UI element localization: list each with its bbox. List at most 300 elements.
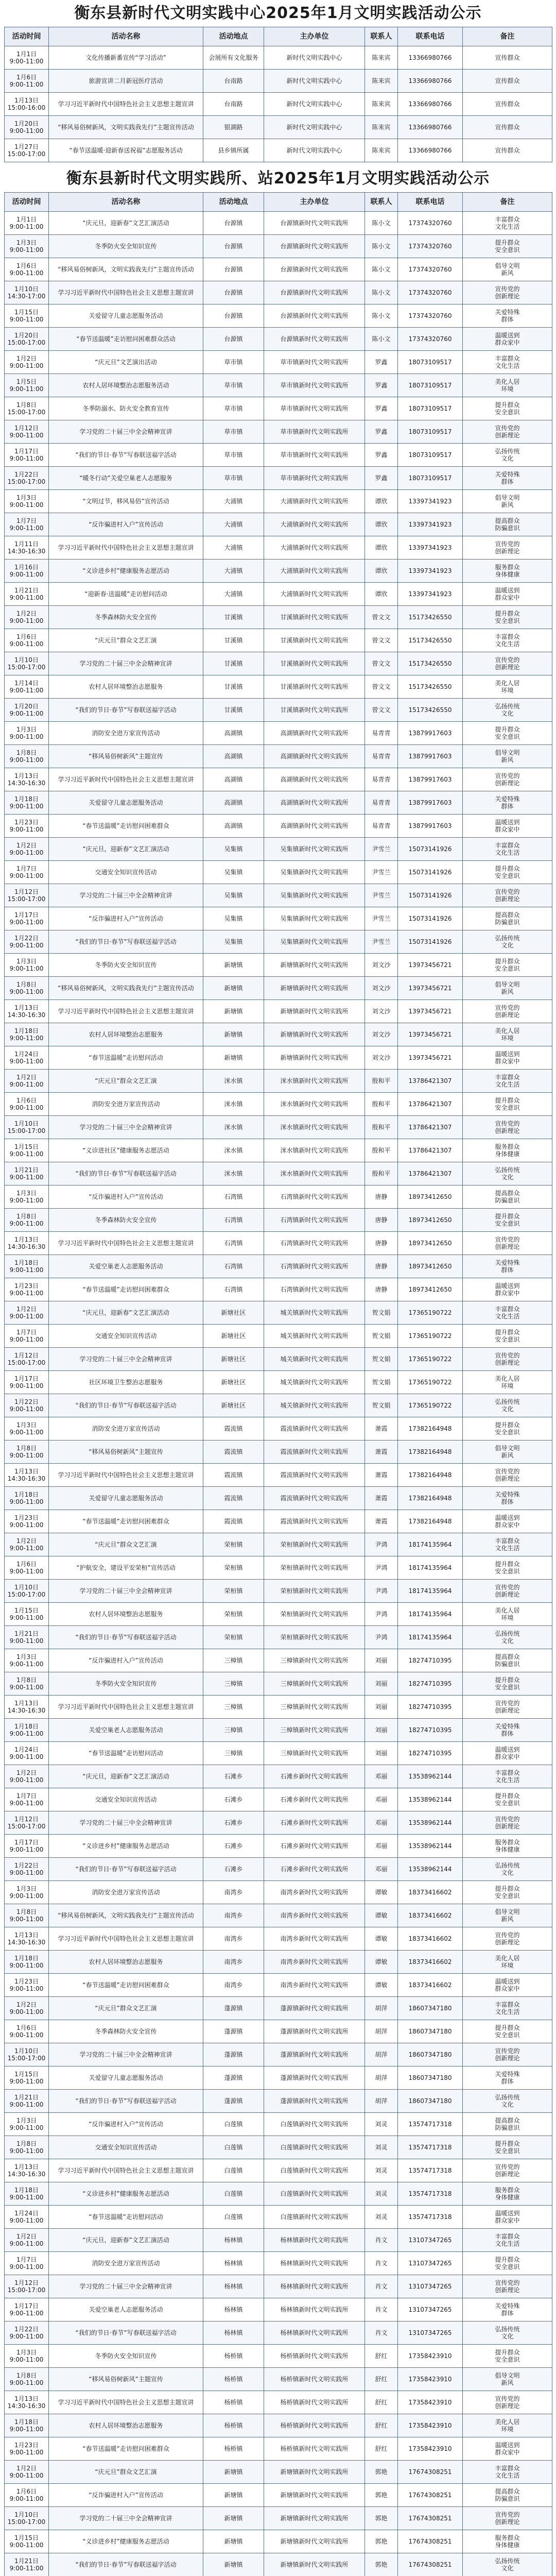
cell-time: 1月8日 9:00-11:00 [5, 1672, 49, 1696]
cell-contact-person: 尹雪兰 [365, 884, 398, 907]
cell-place: 大浦镇 [203, 490, 264, 513]
cell-organizer: 新塘镇新时代文明实践所 [264, 2553, 365, 2576]
cell-place: 新塘镇 [203, 2484, 264, 2507]
table-row [5, 2507, 552, 2530]
cell-place: 杨桥镇 [203, 2345, 264, 2368]
cell-contact-person: 陈来宾 [365, 139, 398, 162]
cell-note: 温暖送到 群众家中 [463, 1974, 552, 1997]
table-row [5, 1209, 552, 1232]
cell-time: 1月3日 9:00-11:00 [5, 2345, 49, 2368]
cell-phone: 17382164948 [398, 1417, 463, 1440]
cell-organizer: 荣桓镇新时代文明实践所 [264, 1603, 365, 1626]
cell-note: 提高群众 防骗意识 [463, 1649, 552, 1672]
cell-place: 大浦镇 [203, 560, 264, 583]
cell-place: 石湾镇 [203, 1209, 264, 1232]
cell-phone: 18073109517 [398, 397, 463, 420]
cell-activity-name: 冬季防火安全知识宣传 [49, 235, 203, 258]
cell-organizer: 蓬源镇新时代文明实践所 [264, 1997, 365, 2020]
cell-time: 1月2日 9:00-11:00 [5, 606, 49, 629]
cell-contact-person: 郭艳 [365, 2484, 398, 2507]
cell-phone: 18973412650 [398, 1209, 463, 1232]
cell-time: 1月3日 9:00-11:00 [5, 1649, 49, 1672]
cell-organizer: 大浦镇新时代文明实践所 [264, 560, 365, 583]
table-row [5, 490, 552, 513]
cell-phone: 18373416602 [398, 1974, 463, 1997]
cell-contact-person: 肖文 [365, 2252, 398, 2275]
cell-phone: 17365190722 [398, 1325, 463, 1348]
table-row [5, 1765, 552, 1788]
cell-time: 1月23日 9:00-11:00 [5, 1278, 49, 1301]
cell-time: 1月3日 9:00-11:00 [5, 235, 49, 258]
header-name: 活动名称 [49, 27, 203, 46]
cell-organizer: 石滩乡新时代文明实践所 [264, 1811, 365, 1835]
cell-organizer: 新时代文明实践中心 [264, 93, 365, 116]
table-row [5, 2229, 552, 2252]
cell-organizer: 高湖镇新时代文明实践所 [264, 815, 365, 838]
cell-activity-name: “庆元旦，迎新春”文艺汇演活动 [49, 2229, 203, 2252]
cell-phone: 18274710395 [398, 1719, 463, 1742]
cell-contact-person: 尹鸿 [365, 1556, 398, 1580]
cell-phone: 18607347180 [398, 2066, 463, 2090]
cell-place: 霞流镇 [203, 1464, 264, 1487]
cell-note: 提升群众 安全意识 [463, 397, 552, 420]
cell-place: 新塘镇 [203, 2530, 264, 2553]
cell-place: 石滩乡 [203, 1835, 264, 1858]
cell-phone: 17365190722 [398, 1348, 463, 1371]
cell-organizer: 霞流镇新时代文明实践所 [264, 1487, 365, 1510]
cell-activity-name: 交通安全知识宣传活动 [49, 861, 203, 884]
cell-note: 关爱特殊 群体 [463, 1255, 552, 1278]
cell-organizer: 白莲镇新时代文明实践所 [264, 2113, 365, 2136]
cell-phone: 13879917603 [398, 791, 463, 815]
cell-place: 大浦镇 [203, 513, 264, 536]
cell-place: 新塘镇 [203, 954, 264, 977]
table-row [5, 1046, 552, 1070]
cell-activity-name: 学习习近平新时代中国特色社会主义思想主题宣讲 [49, 1696, 203, 1719]
cell-organizer: 台源镇新时代文明实践所 [264, 304, 365, 328]
cell-note: 提升群众 安全意识 [463, 1672, 552, 1696]
cell-time: 1月17日 9:00-11:00 [5, 2298, 49, 2321]
cell-contact-person: 胡萍 [365, 2066, 398, 2090]
table-row [5, 861, 552, 884]
cell-organizer: 荣桓镇新时代文明实践所 [264, 1556, 365, 1580]
cell-organizer: 洣水镇新时代文明实践所 [264, 1093, 365, 1116]
cell-note: 宣传党的 创新理论 [463, 768, 552, 791]
cell-phone: 15173426550 [398, 675, 463, 699]
cell-place: 台南路 [203, 93, 264, 116]
cell-note: 宣传党的 创新理论 [463, 1811, 552, 1835]
cell-activity-name: “庆元旦”群众文艺汇演 [49, 629, 203, 652]
table-row [5, 1139, 552, 1162]
cell-time: 1月13日 14:30-16:30 [5, 1927, 49, 1951]
cell-activity-name: “反诈骗进村入户”宣传活动 [49, 1649, 203, 1672]
cell-phone: 18073109517 [398, 420, 463, 444]
cell-place: 新塘社区 [203, 1348, 264, 1371]
cell-note: 温暖送到 群众家中 [463, 328, 552, 351]
cell-place: 三樟镇 [203, 1672, 264, 1696]
table-row [5, 1093, 552, 1116]
cell-contact-person: 谭欣 [365, 536, 398, 560]
cell-note: 关爱特殊 群体 [463, 791, 552, 815]
cell-phone: 18274710395 [398, 1696, 463, 1719]
cell-time: 1月23日 9:00-11:00 [5, 815, 49, 838]
cell-note: 提高群众 防骗意识 [463, 1185, 552, 1209]
cell-note: 弘扬传统 文化 [463, 1162, 552, 1185]
header-person: 联系人 [365, 27, 398, 46]
table-header-row [5, 27, 552, 46]
cell-contact-person: 谭欣 [365, 583, 398, 606]
table-row [5, 2206, 552, 2229]
cell-phone: 18174135964 [398, 1533, 463, 1556]
cell-organizer: 杨桥镇新时代文明实践所 [264, 2368, 365, 2391]
cell-phone: 17358423910 [398, 2414, 463, 2437]
cell-time: 1月2日 9:00-11:00 [5, 1533, 49, 1556]
cell-organizer: 甘溪镇新时代文明实践所 [264, 675, 365, 699]
cell-contact-person: 刘灵 [365, 2182, 398, 2206]
cell-note: 关爱特殊 群体 [463, 1719, 552, 1742]
cell-phone: 13973456721 [398, 954, 463, 977]
table-row [5, 2484, 552, 2507]
cell-note: 关爱特殊 群体 [463, 2298, 552, 2321]
cell-organizer: 洣水镇新时代文明实践所 [264, 1162, 365, 1185]
cell-organizer: 霞流镇新时代文明实践所 [264, 1510, 365, 1533]
header-place: 活动地点 [203, 27, 264, 46]
cell-contact-person: 曾文文 [365, 699, 398, 722]
cell-phone: 17382164948 [398, 1464, 463, 1487]
section-stations [4, 165, 552, 2576]
cell-organizer: 霞流镇新时代文明实践所 [264, 1417, 365, 1440]
cell-time: 1月18日 9:00-11:00 [5, 2182, 49, 2206]
cell-place: 新塘镇 [203, 1023, 264, 1046]
cell-organizer: 新塘镇新时代文明实践所 [264, 954, 365, 977]
cell-organizer: 杨桥镇新时代文明实践所 [264, 2345, 365, 2368]
cell-time: 1月5日 9:00-11:00 [5, 374, 49, 397]
cell-place: 蓬源镇 [203, 2020, 264, 2043]
cell-activity-name: “我们的节日·春节”写春联送福字活动 [49, 1162, 203, 1185]
table-row [5, 583, 552, 606]
cell-contact-person: 刘丽 [365, 1719, 398, 1742]
cell-phone: 15073141926 [398, 930, 463, 954]
cell-contact-person: 舒红 [365, 2391, 398, 2414]
cell-organizer: 石湾镇新时代文明实践所 [264, 1278, 365, 1301]
cell-time: 1月18日 9:00-11:00 [5, 2414, 49, 2437]
cell-contact-person: 尹雪兰 [365, 861, 398, 884]
cell-place: 大浦镇 [203, 536, 264, 560]
cell-organizer: 新时代文明实践中心 [264, 46, 365, 70]
cell-phone: 13107347265 [398, 2321, 463, 2345]
cell-time: 1月8日 9:00-11:00 [5, 2368, 49, 2391]
section-title: 衡东县新时代文明实践所、站2025年1月文明实践活动公示 [66, 170, 490, 188]
cell-note: 提升群众 安全意识 [463, 861, 552, 884]
cell-activity-name: 学习党的二十届三中全会精神宣讲 [49, 2275, 203, 2298]
cell-time: 1月10日 15:00-17:00 [5, 2043, 49, 2066]
cell-contact-person: 陈来宾 [365, 93, 398, 116]
cell-note: 服务群众 身体健康 [463, 1835, 552, 1858]
cell-phone: 13366980766 [398, 116, 463, 139]
cell-time: 1月13日 14:30-16:30 [5, 2391, 49, 2414]
cell-organizer: 草市镇新时代文明实践所 [264, 397, 365, 420]
table-row [5, 1835, 552, 1858]
cell-contact-person: 罗鑫 [365, 420, 398, 444]
cell-organizer: 石滩乡新时代文明实践所 [264, 1835, 365, 1858]
cell-place: 高湖镇 [203, 722, 264, 745]
cell-time: 1月8日 9:00-11:00 [5, 2136, 49, 2159]
cell-note: 弘扬传统 文化 [463, 444, 552, 467]
cell-phone: 18607347180 [398, 1997, 463, 2020]
cell-phone: 18973412650 [398, 1278, 463, 1301]
cell-place: 台源镇 [203, 328, 264, 351]
cell-activity-name: “春节送温暖·迎新春送祝福”志愿服务活动 [49, 139, 203, 162]
cell-place: 新塘镇 [203, 977, 264, 1000]
cell-time: 1月17日 9:00-11:00 [5, 1835, 49, 1858]
cell-phone: 18373416602 [398, 1951, 463, 1974]
cell-time: 1月15日 9:00-11:00 [5, 2530, 49, 2553]
cell-organizer: 石湾镇新时代文明实践所 [264, 1255, 365, 1278]
cell-organizer: 新塘镇新时代文明实践所 [264, 2484, 365, 2507]
cell-organizer: 石滩乡新时代文明实践所 [264, 1858, 365, 1881]
cell-organizer: 草市镇新时代文明实践所 [264, 351, 365, 374]
cell-place: 杨桥镇 [203, 2414, 264, 2437]
cell-phone: 13574717318 [398, 2136, 463, 2159]
cell-activity-name: 学习党的二十届三中全会精神宣讲 [49, 1811, 203, 1835]
cell-organizer: 新塘镇新时代文明实践所 [264, 2530, 365, 2553]
cell-activity-name: “移风易俗树新风”主题宣传 [49, 1440, 203, 1464]
cell-organizer: 白莲镇新时代文明实践所 [264, 2136, 365, 2159]
cell-contact-person: 萧霞 [365, 1487, 398, 1510]
cell-activity-name: “反诈骗进村入户”宣传活动 [49, 2484, 203, 2507]
cell-note: 关爱特殊 群体 [463, 304, 552, 328]
cell-place: 蓬源镇 [203, 2090, 264, 2113]
cell-organizer: 蓬源镇新时代文明实践所 [264, 2020, 365, 2043]
cell-time: 1月22日 15:00-17:00 [5, 467, 49, 490]
cell-activity-name: 学习党的二十届三中全会精神宣讲 [49, 420, 203, 444]
cell-note: 宣传群众 [463, 46, 552, 70]
cell-activity-name: 社区环境卫生整治志愿服务 [49, 1371, 203, 1394]
cell-contact-person: 唐静 [365, 1209, 398, 1232]
cell-note: 丰富群众 文化生活 [463, 838, 552, 861]
table-row [5, 70, 552, 93]
cell-organizer: 白莲镇新时代文明实践所 [264, 2182, 365, 2206]
cell-place: 吴集镇 [203, 884, 264, 907]
cell-place: 台源镇 [203, 235, 264, 258]
cell-activity-name: 学习习近平新时代中国特色社会主义思想主题宣讲 [49, 93, 203, 116]
table-row [5, 2391, 552, 2414]
table-row [5, 467, 552, 490]
cell-time: 1月21日 9:00-11:00 [5, 1626, 49, 1649]
cell-organizer: 三樟镇新时代文明实践所 [264, 1696, 365, 1719]
cell-note: 提升群众 安全意识 [463, 1209, 552, 1232]
table-row [5, 1881, 552, 1904]
table-row [5, 139, 552, 162]
cell-note: 倡导文明 新风 [463, 1440, 552, 1464]
table-row [5, 46, 552, 70]
cell-phone: 13879917603 [398, 722, 463, 745]
cell-place: 石滩乡 [203, 1765, 264, 1788]
cell-place: 甘溪镇 [203, 652, 264, 675]
cell-activity-name: “庆元旦，迎新春”文艺汇演活动 [49, 212, 203, 235]
header-name: 活动名称 [49, 193, 203, 212]
cell-phone: 13574717318 [398, 2206, 463, 2229]
cell-activity-name: “我们的节日·春节”写春联送福字活动 [49, 2090, 203, 2113]
cell-organizer: 台源镇新时代文明实践所 [264, 258, 365, 281]
cell-place: 草市镇 [203, 374, 264, 397]
cell-activity-name: “我们的节日·春节”写春联送福字活动 [49, 2321, 203, 2345]
cell-note: 弘扬传统 文化 [463, 1626, 552, 1649]
cell-organizer: 大浦镇新时代文明实践所 [264, 536, 365, 560]
cell-activity-name: 农村人居环境整治志愿服务 [49, 1023, 203, 1046]
cell-organizer: 吴集镇新时代文明实践所 [264, 838, 365, 861]
cell-phone: 18274710395 [398, 1742, 463, 1765]
cell-organizer: 洣水镇新时代文明实践所 [264, 1070, 365, 1093]
cell-time: 1月8日 9:00-11:00 [5, 1209, 49, 1232]
cell-contact-person: 刘灵 [365, 2113, 398, 2136]
cell-time: 1月15日 9:00-11:00 [5, 2066, 49, 2090]
cell-time: 1月3日 9:00-11:00 [5, 490, 49, 513]
cell-time: 1月13日 14:30-16:30 [5, 768, 49, 791]
cell-activity-name: “庆元旦”群众文艺汇演 [49, 1070, 203, 1093]
cell-time: 1月18日 9:00-11:00 [5, 1255, 49, 1278]
cell-phone: 13107347265 [398, 2298, 463, 2321]
cell-organizer: 高湖镇新时代文明实践所 [264, 745, 365, 768]
table-row [5, 1162, 552, 1185]
cell-activity-name: “我们的节日·春节”写春联送福字活动 [49, 1626, 203, 1649]
table-row [5, 93, 552, 116]
cell-organizer: 新塘镇新时代文明实践所 [264, 977, 365, 1000]
cell-place: 三樟镇 [203, 1649, 264, 1672]
cell-activity-name: “我们的节日·春节”写春联送福字活动 [49, 1394, 203, 1417]
cell-place: 甘溪镇 [203, 606, 264, 629]
cell-place: 石湾镇 [203, 1278, 264, 1301]
cell-note: 提升群众 安全意识 [463, 1093, 552, 1116]
cell-activity-name: 冬季森林防火安全宣传 [49, 1209, 203, 1232]
cell-place: 蓬源镇 [203, 2043, 264, 2066]
table-row [5, 2530, 552, 2553]
cell-organizer: 石滩乡新时代文明实践所 [264, 1765, 365, 1788]
cell-activity-name: “我们的节日·春节”写春联送福字活动 [49, 1858, 203, 1881]
cell-organizer: 杨林镇新时代文明实践所 [264, 2275, 365, 2298]
cell-note: 弘扬传统 文化 [463, 1394, 552, 1417]
cell-time: 1月6日 9:00-11:00 [5, 2020, 49, 2043]
cell-contact-person: 曾文文 [365, 606, 398, 629]
table-row [5, 1811, 552, 1835]
table-row [5, 2113, 552, 2136]
cell-contact-person: 舒红 [365, 2414, 398, 2437]
cell-note: 宣传党的 创新理论 [463, 1000, 552, 1023]
cell-contact-person: 谭敏 [365, 1904, 398, 1927]
cell-note: 宣传党的 创新理论 [463, 2391, 552, 2414]
cell-contact-person: 罗鑫 [365, 444, 398, 467]
cell-organizer: 城关镇新时代文明实践所 [264, 1394, 365, 1417]
cell-contact-person: 易青青 [365, 791, 398, 815]
cell-note: 提升群众 安全意识 [463, 1788, 552, 1811]
cell-place: 高湖镇 [203, 791, 264, 815]
cell-phone: 13538962144 [398, 1765, 463, 1788]
cell-organizer: 大浦镇新时代文明实践所 [264, 583, 365, 606]
cell-place: 南湾乡 [203, 1951, 264, 1974]
cell-organizer: 台源镇新时代文明实践所 [264, 235, 365, 258]
cell-activity-name: “我们的节日·春节”写春联送福字活动 [49, 699, 203, 722]
table-row [5, 2275, 552, 2298]
header-phone: 联系电话 [398, 193, 463, 212]
cell-organizer: 台源镇新时代文明实践所 [264, 328, 365, 351]
cell-phone: 13538962144 [398, 1811, 463, 1835]
table-row [5, 444, 552, 467]
cell-time: 1月10日 15:00-17:00 [5, 652, 49, 675]
table-row [5, 2090, 552, 2113]
cell-activity-name: 冬季防火安全知识宣传 [49, 954, 203, 977]
header-place: 活动地点 [203, 193, 264, 212]
cell-time: 1月13日 14:30-16:30 [5, 1464, 49, 1487]
cell-place: 新塘社区 [203, 1394, 264, 1417]
cell-time: 1月23日 9:00-11:00 [5, 1974, 49, 1997]
cell-organizer: 荣桓镇新时代文明实践所 [264, 1626, 365, 1649]
cell-phone: 18607347180 [398, 2043, 463, 2066]
cell-activity-name: 学习党的二十届三中全会精神宣讲 [49, 1116, 203, 1139]
cell-place: 霞流镇 [203, 1440, 264, 1464]
cell-phone: 13107347265 [398, 2275, 463, 2298]
cell-contact-person: 刘文沙 [365, 1000, 398, 1023]
table-row [5, 2252, 552, 2275]
table-row [5, 2414, 552, 2437]
cell-organizer: 三樟镇新时代文明实践所 [264, 1742, 365, 1765]
cell-phone: 17365190722 [398, 1371, 463, 1394]
cell-time: 1月18日 9:00-11:00 [5, 1951, 49, 1974]
cell-note: 提升群众 安全意识 [463, 954, 552, 977]
cell-contact-person: 唐静 [365, 1185, 398, 1209]
cell-organizer: 城关镇新时代文明实践所 [264, 1371, 365, 1394]
cell-note: 宣传党的 创新理论 [463, 1927, 552, 1951]
cell-organizer: 洣水镇新时代文明实践所 [264, 1116, 365, 1139]
table-header-row [5, 193, 552, 212]
table-row [5, 1556, 552, 1580]
cell-organizer: 吴集镇新时代文明实践所 [264, 884, 365, 907]
cell-activity-name: 冬季防火安全知识宣传 [49, 1672, 203, 1696]
cell-place: 杨桥镇 [203, 2368, 264, 2391]
header-time: 活动时间 [5, 193, 49, 212]
cell-organizer: 洣水镇新时代文明实践所 [264, 1139, 365, 1162]
cell-place: 南湾乡 [203, 1904, 264, 1927]
cell-phone: 13973456721 [398, 1000, 463, 1023]
cell-time: 1月3日 9:00-11:00 [5, 722, 49, 745]
cell-phone: 18274710395 [398, 1649, 463, 1672]
cell-contact-person: 胡萍 [365, 1997, 398, 2020]
cell-contact-person: 刘文沙 [365, 1023, 398, 1046]
cell-phone: 13397341923 [398, 490, 463, 513]
table-row [5, 513, 552, 536]
table-row [5, 1325, 552, 1348]
cell-place: 新塘社区 [203, 1325, 264, 1348]
cell-phone: 17358423910 [398, 2345, 463, 2368]
cell-activity-name: “我们的节日·春节”写春联送福字活动 [49, 2553, 203, 2576]
table-row [5, 1533, 552, 1556]
cell-activity-name: 学习党的二十届三中全会精神宣讲 [49, 1580, 203, 1603]
section-center [4, 0, 552, 162]
cell-organizer: 草市镇新时代文明实践所 [264, 420, 365, 444]
cell-contact-person: 陈小文 [365, 235, 398, 258]
cell-note: 丰富群众 文化生活 [463, 2229, 552, 2252]
cell-phone: 15073141926 [398, 907, 463, 930]
cell-activity-name: “移风易俗树新风，文明实践我先行”主题宣传活动 [49, 258, 203, 281]
cell-organizer: 霞流镇新时代文明实践所 [264, 1464, 365, 1487]
cell-time: 1月8日 9:00-11:00 [5, 1904, 49, 1927]
cell-organizer: 杨林镇新时代文明实践所 [264, 2321, 365, 2345]
cell-contact-person: 肖文 [365, 2321, 398, 2345]
table-row [5, 1626, 552, 1649]
cell-activity-name: “庆元旦”群众文艺汇演 [49, 1533, 203, 1556]
cell-time: 1月2日 9:00-11:00 [5, 2461, 49, 2484]
cell-note: 提升群众 安全意识 [463, 722, 552, 745]
cell-organizer: 南湾乡新时代文明实践所 [264, 1974, 365, 1997]
